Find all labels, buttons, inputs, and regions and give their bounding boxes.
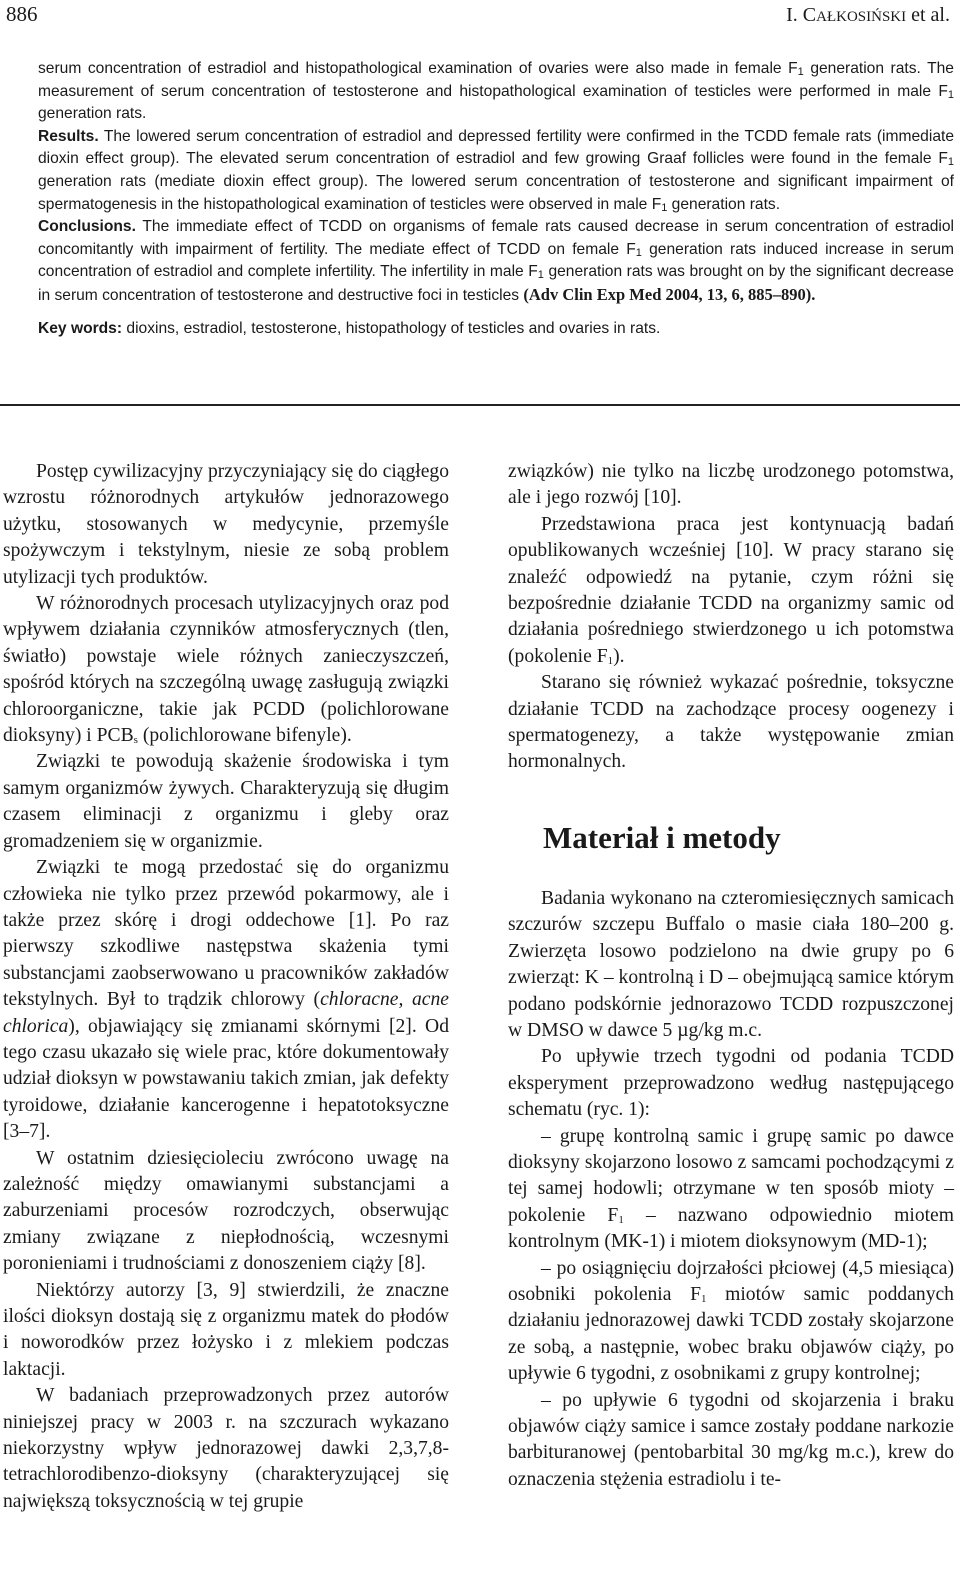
running-author bbox=[786, 4, 950, 27]
list-item: – grupę kontrolną samic i grupę samic po dawce dioksyny skojarzono losowo z samcami pochodzącymi z tej samej hodowli; otrzymane w ten sposób mioty – pokolenie $F_1$ – nazwano odpowiednio miotem kontrolnym (MK-1) i miotem dioksynowym (MD-1); bbox=[508, 1125, 954, 1253]
paragraph: W różnorodnych procesach utylizacyjnych oraz pod wpływem działania czynników atmosferycznych (tlen, światło) powstaje wiele różnych zanieczyszczeń, spośród których na szczególną uwagę zasługują związki chloroorganiczne, takie jak PCDD (polichlorowane dioksyny) i $PCB_s$ (polichlorowane bifenyle). bbox=[3, 593, 449, 747]
paragraph: Starano się również wykazać pośrednie, toksyczne działanie TCDD na zachodzące procesy oogenezy i spermatogenezy, a także występowanie zmian hormonalnych. bbox=[508, 672, 954, 773]
paragraph: Związki te powodują skażenie środowiska i tym samym organizmów żywych. Charakteryzują się długim czasem eliminacji z organizmu i gleby oraz gromadzeniem się w organizmie. bbox=[3, 751, 449, 852]
section-heading: Materiał i metody bbox=[543, 819, 781, 855]
abstract-conclusions: Conclusions. The immediate effect of TCDD on organisms of female rats caused decrease in serum concentration of estradiol concomitantly with impairment of fertility. The mediate effect of TCDD on female $F_1$ generation rats induced increase in serum concentration of estradiol and complete infertility. The infertility in male $F_1$ generation rats was brought on by the significant decrease in serum concentration of testosterone and destructive foci in testicles (Adv Clin Exp Med 2004, 13, 6, 885–890). bbox=[38, 218, 954, 304]
keywords-label: Key words: bbox=[38, 319, 123, 337]
results-label: Results. bbox=[38, 127, 99, 145]
right-column bbox=[508, 459, 954, 1493]
page-number: 886 bbox=[6, 2, 38, 26]
section-divider bbox=[0, 404, 960, 406]
abstract-results: Results. The lowered serum concentration of estradiol and depressed fertility were confirmed in the TCDD female rats (immediate dioxin effect group). The elevated serum concentration of estradiol and few growing Graaf follicles were found in the female $F_1$ generation rats (mediate dioxin effect group). The lowered serum concentration of testosterone and significant impairment of spermatogenesis in the histopathological examination of testicles were observed in male $F_1$ generation rats. bbox=[38, 127, 954, 214]
paragraph: Postęp cywilizacyjny przyczyniający się do ciągłego wzrostu różnorodnych artykułów jednorazowego użytku, stosowanych w medycynie, przemyśle spożywczym i tekstylnym, niesie ze sobą problem utylizacji tych produktów. bbox=[3, 461, 449, 588]
abstract-methods-tail: serum concentration of estradiol and histopathological examination of ovaries were also made in female $F_1$ generation rats. The measurement of serum concentration of testosterone and histopathological examination of testicles were performed in male $F_1$ generation rats. bbox=[38, 60, 954, 123]
list-item: – po upływie 6 tygodni od skojarzenia i braku objawów ciąży samice i samce zostały poddane narkozie barbituranowej (pentobarbital 30 mg/kg m.c.), krew do oznaczenia stężenia estradiolu i te- bbox=[508, 1389, 954, 1490]
list-item: – po osiągnięciu dojrzałości płciowej (4,5 miesiąca) osobniki pokolenia $F_1$ miotów samic poddanych działaniu jednorazowej dawki TCDD zostały skojarzone ze sobą, a następnie, wobec braku objawów ciąży, po upływie 6 tygodni, z osobnikami z grupy kontrolnej; bbox=[508, 1257, 954, 1385]
author-suffix: et al. bbox=[906, 4, 950, 26]
keywords: Key words: dioxins, estradiol, testosterone, histopathology of testicles and ovaries in rats. bbox=[38, 319, 661, 337]
page-header bbox=[0, 0, 960, 40]
author-surname: AŁKOSIŃSKI bbox=[816, 9, 907, 25]
abstract bbox=[38, 58, 954, 340]
paragraph: Po upływie trzech tygodni od podania TCDD eksperyment przeprowadzono według następującego schematu (ryc. 1): bbox=[508, 1046, 954, 1121]
author-initial: I. C bbox=[786, 4, 817, 26]
paragraph: Badania wykonano na czteromiesięcznych samicach szczurów szczepu Buffalo o masie ciała 180–200 g. Zwierzęta losowo podzielono na dwie grupy po 6 zwierząt: K – kontrolną i D – obejmującą samice którym podano podskórnie jednorazowo TCDD rozpuszczonej w DMSO w dawce 5 µg/kg m.c. bbox=[508, 887, 954, 1041]
left-column bbox=[3, 459, 449, 1515]
paragraph: Związki te mogą przedostać się do organizmu człowieka nie tylko przez przewód pokarmowy, ale i także przez skórę i drogi oddechowe [1]. Po raz pierwszy szkodliwe następstwa skażenia tymi substancjami zaobserwowano u pracowników zakładów tekstylnych. Był to trądzik chlorowy (chloracne, acne chlorica), objawiający się zmianami skórnymi [2]. Od tego czasu ukazało się wiele prac, które dokumentowały udział dioksyn w powstawaniu takich zmian, jak defekty tyroidowe, działanie kancerogenne i hepatotoksyczne [3–7]. bbox=[3, 857, 450, 1143]
citation: (Adv Clin Exp Med 2004, 13, 6, 885–890). bbox=[523, 284, 816, 304]
paragraph: Niektórzy autorzy [3, 9] stwierdzili, że znaczne ilości dioksyn dostają się z organizmu matek do płodów i noworodków przez łożysko i z mlekiem podczas laktacji. bbox=[3, 1279, 449, 1380]
paragraph: Przedstawiona praca jest kontynuacją badań opublikowanych wcześniej [10]. W pracy starano się znaleźć odpowiedź na pytanie, czym różni się bezpośrednie działanie TCDD na organizmy samic od działania pośredniego stwierdzonego u ich potomstwa (pokolenie $F_1$). bbox=[508, 513, 954, 667]
paragraph: W ostatnim dziesięcioleciu zwrócono uwagę na zależność między omawianymi substancjami a zaburzeniami procesów rozrodczych, obserwując zmiany związane z niepłodnością, wczesnymi poronieniami i trudnościami z donoszeniem ciąży [8]. bbox=[3, 1147, 449, 1275]
conclusions-label: Conclusions. bbox=[38, 218, 136, 236]
paragraph: związków) nie tylko na liczbę urodzonego potomstwa, ale i jego rozwój [10]. bbox=[508, 461, 954, 509]
paragraph: W badaniach przeprowadzonych przez autorów niniejszej pracy w 2003 r. na szczurach wykazano niekorzystny wpływ jednorazowej dawki 2,3,7,8-tetrachlorodibenzo-dioksyny (charakteryzującej się największą toksycznością w tej grupie bbox=[3, 1385, 449, 1512]
